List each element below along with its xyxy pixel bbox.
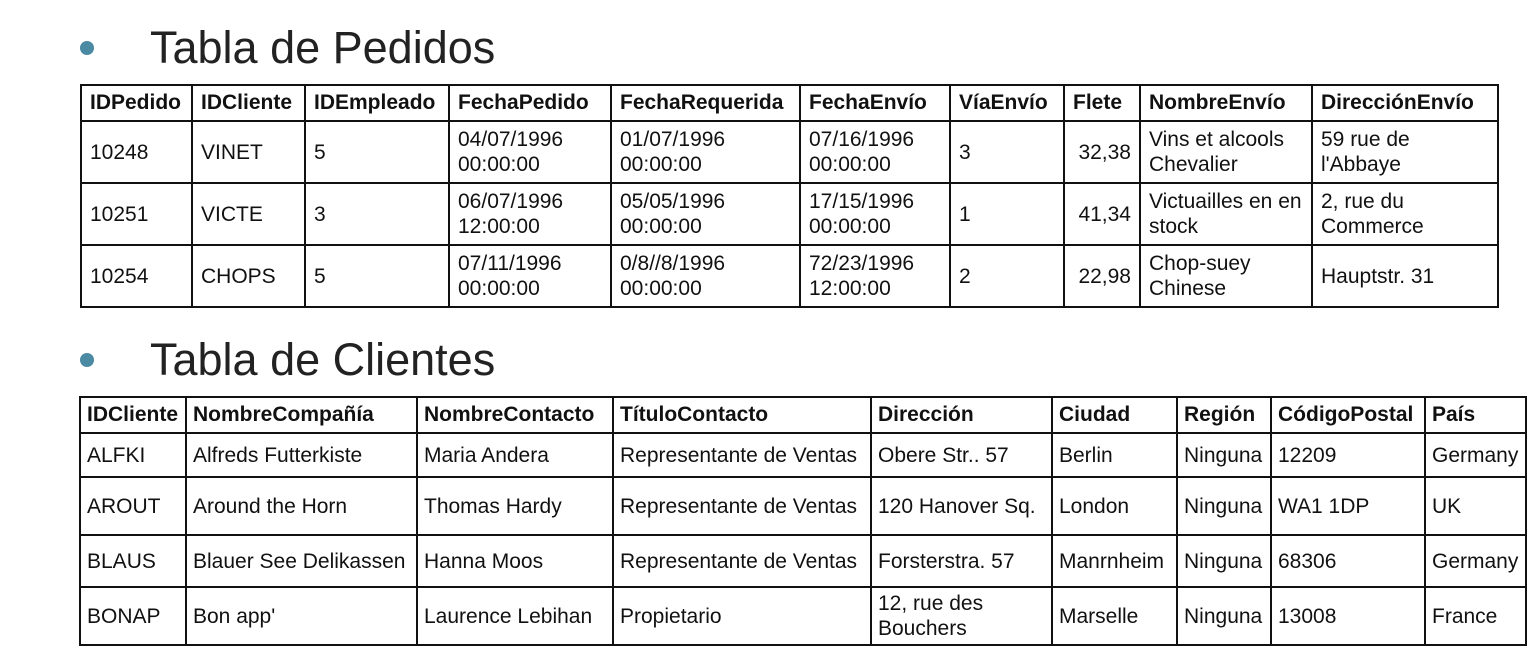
table-cell: Marselle (1052, 587, 1177, 645)
column-header: Ciudad (1052, 397, 1177, 433)
table-row (81, 121, 1498, 183)
table-cell: 1 (950, 183, 1064, 245)
table-cell: 07/11/1996 00:00:00 (449, 245, 611, 307)
table-cell: Obere Str.. 57 (871, 433, 1052, 477)
table-cell: Manrnheim (1052, 535, 1177, 587)
table-cell: 13008 (1271, 587, 1425, 645)
table-cell: 120 Hanover Sq. (871, 477, 1052, 535)
table-cell: 5 (305, 121, 449, 183)
column-header: NombreCompañía (186, 397, 417, 433)
column-header: Dirección (871, 397, 1052, 433)
table-cell: Bon app' (186, 587, 417, 645)
table-cell: France (1425, 587, 1526, 645)
table-row (81, 183, 1498, 245)
table-cell: 68306 (1271, 535, 1425, 587)
table-cell: Hauptstr. 31 (1312, 245, 1498, 307)
table-cell: London (1052, 477, 1177, 535)
table-cell: 17/15/1996 00:00:00 (800, 183, 950, 245)
table-cell: VINET (192, 121, 305, 183)
table-cell: 04/07/1996 00:00:00 (449, 121, 611, 183)
column-header: NombreContacto (417, 397, 613, 433)
column-header: CódigoPostal (1271, 397, 1425, 433)
table-cell: Chop-suey Chinese (1140, 245, 1312, 307)
table-cell: Propietario (613, 587, 871, 645)
table-cell: 72/23/1996 12:00:00 (800, 245, 950, 307)
table-row (80, 433, 1526, 477)
table-cell: Hanna Moos (417, 535, 613, 587)
table-cell: 32,38 (1064, 121, 1140, 183)
table-cell: Ninguna (1177, 587, 1271, 645)
table-cell: Ninguna (1177, 477, 1271, 535)
table-cell: Representante de Ventas (613, 477, 871, 535)
bullet-icon (80, 353, 94, 367)
column-header: País (1425, 397, 1526, 433)
table-cell: 10248 (81, 121, 192, 183)
column-header: Flete (1064, 85, 1140, 121)
table-cell: 5 (305, 245, 449, 307)
table-cell: 01/07/1996 00:00:00 (611, 121, 800, 183)
column-header: TítuloContacto (613, 397, 871, 433)
bullet-icon (80, 41, 94, 55)
column-header: IDPedido (81, 85, 192, 121)
column-header: FechaPedido (449, 85, 611, 121)
column-header: IDCliente (192, 85, 305, 121)
table-cell: Thomas Hardy (417, 477, 613, 535)
table-row (81, 245, 1498, 307)
page-title-pedidos: Tabla de Pedidos (150, 22, 496, 73)
clientes-table (79, 396, 1527, 646)
table-header-row (80, 397, 1526, 433)
column-header: DirecciónEnvío (1312, 85, 1498, 121)
table-cell: 12, rue des Bouchers (871, 587, 1052, 645)
table-cell: 3 (950, 121, 1064, 183)
table-cell: Victuailles en en stock (1140, 183, 1312, 245)
table-cell: Blauer See Delikassen (186, 535, 417, 587)
section-title-clientes (80, 330, 495, 390)
table-cell: 06/07/1996 12:00:00 (449, 183, 611, 245)
table-cell: 12209 (1271, 433, 1425, 477)
column-header: IDEmpleado (305, 85, 449, 121)
pedidos-table (80, 84, 1499, 308)
table-cell: Laurence Lebihan (417, 587, 613, 645)
table-header-row (81, 85, 1498, 121)
table-cell: BONAP (80, 587, 186, 645)
column-header: Región (1177, 397, 1271, 433)
table-cell: 07/16/1996 00:00:00 (800, 121, 950, 183)
column-header: NombreEnvío (1140, 85, 1312, 121)
table-cell: WA1 1DP (1271, 477, 1425, 535)
table-cell: ALFKI (80, 433, 186, 477)
table-cell: Forsterstra. 57 (871, 535, 1052, 587)
column-header: FechaEnvío (800, 85, 950, 121)
table-cell: 22,98 (1064, 245, 1140, 307)
table-cell: 2, rue du Commerce (1312, 183, 1498, 245)
page-title-clientes: Tabla de Clientes (150, 334, 496, 385)
table-cell: VICTE (192, 183, 305, 245)
table-cell: Around the Horn (186, 477, 417, 535)
table-cell: 05/05/1996 00:00:00 (611, 183, 800, 245)
table-cell: UK (1425, 477, 1526, 535)
table-cell: 10254 (81, 245, 192, 307)
table-row (80, 535, 1526, 587)
table-cell: 41,34 (1064, 183, 1140, 245)
table-cell: Alfreds Futterkiste (186, 433, 417, 477)
table-cell: 10251 (81, 183, 192, 245)
table-cell: 2 (950, 245, 1064, 307)
table-cell: Representante de Ventas (613, 433, 871, 477)
table-cell: Representante de Ventas (613, 535, 871, 587)
table-row (80, 477, 1526, 535)
table-cell: Germany (1425, 433, 1526, 477)
table-cell: Berlin (1052, 433, 1177, 477)
table-cell: AROUT (80, 477, 186, 535)
table-cell: CHOPS (192, 245, 305, 307)
column-header: IDCliente (80, 397, 186, 433)
table-cell: Maria Andera (417, 433, 613, 477)
table-cell: BLAUS (80, 535, 186, 587)
column-header: VíaEnvío (950, 85, 1064, 121)
table-cell: Germany (1425, 535, 1526, 587)
table-cell: 0/8//8/1996 00:00:00 (611, 245, 800, 307)
table-cell: 3 (305, 183, 449, 245)
column-header: FechaRequerida (611, 85, 800, 121)
table-cell: Ninguna (1177, 433, 1271, 477)
table-cell: Ninguna (1177, 535, 1271, 587)
section-title-pedidos (80, 18, 495, 78)
table-row (80, 587, 1526, 645)
table-cell: Vins et alcools Chevalier (1140, 121, 1312, 183)
table-cell: 59 rue de l'Abbaye (1312, 121, 1498, 183)
